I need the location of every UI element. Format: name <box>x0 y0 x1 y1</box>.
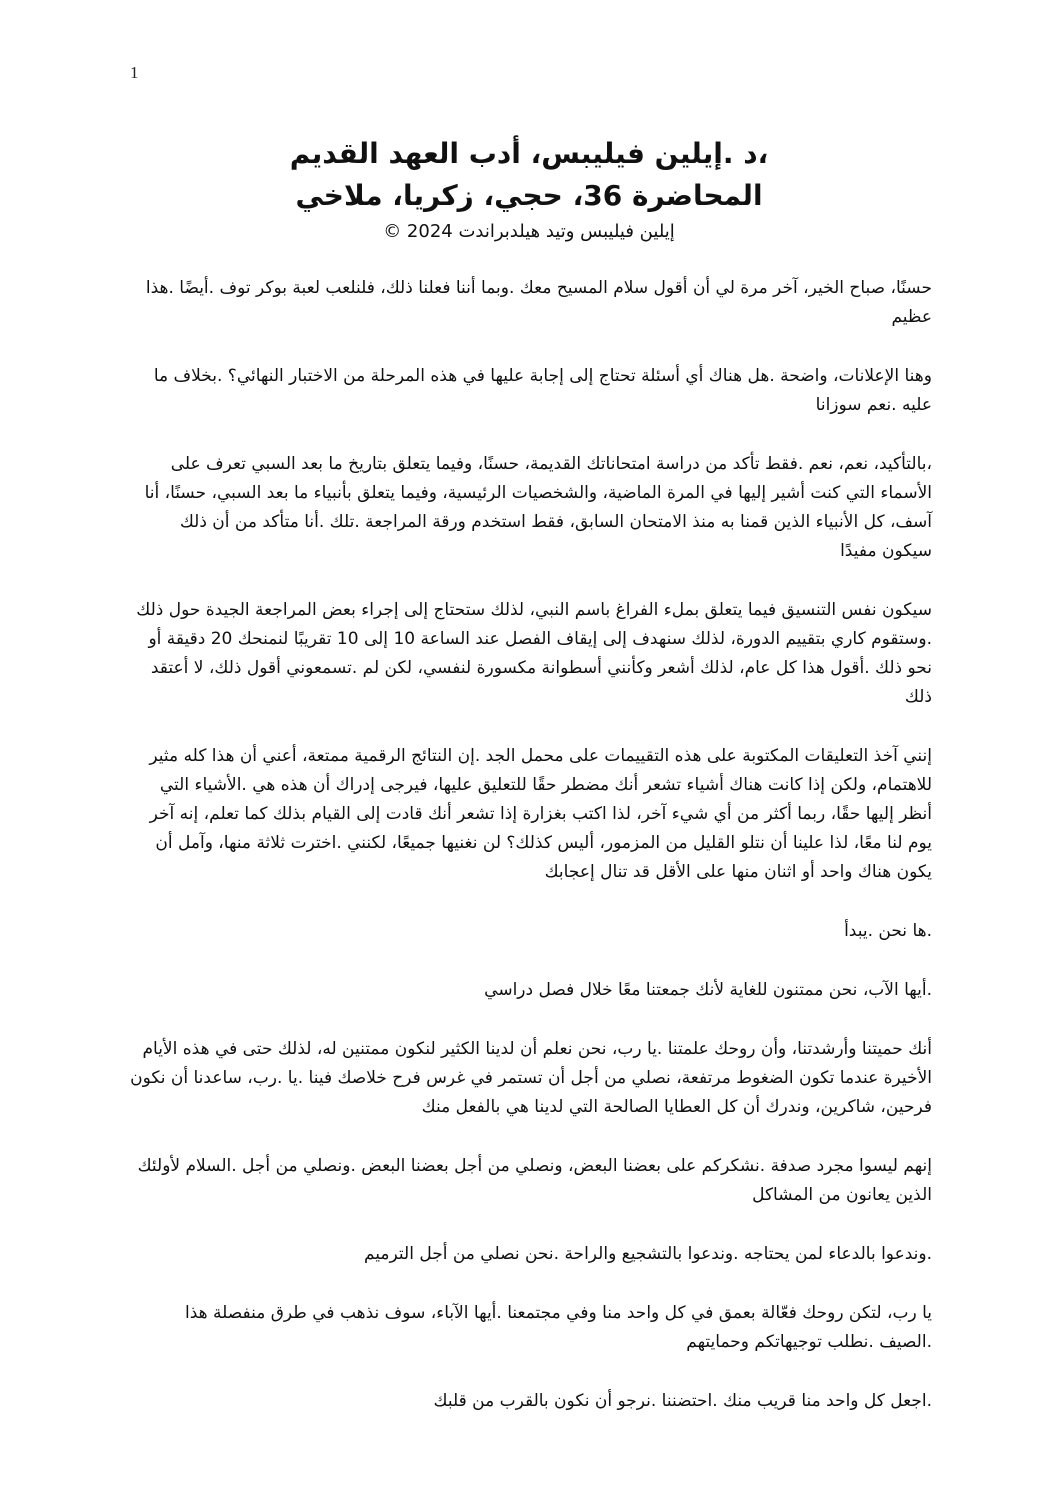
paragraph: إنهم ليسوا مجرد صدفة .نشكركم على بعضنا البعض، ونصلي من أجل بعضنا البعض .ونصلي من أجل .السلام لأولئك الذين يعانون من المشاكل <box>137 1156 932 1205</box>
paragraph: أنك حميتنا وأرشدتنا، وأن روحك علمتنا .يا رب، نحن نعلم أن لدينا الكثير لنكون ممتنين له، لذلك حتى في هذه الأيام الأخيرة عندما تكون الضغوط مرتفعة، نصلي من أجل أن تستمر في غرس فرح خلاصك فينا .يا .رب، ساعدنا أن نكون فرحين، شاكرين، وندرك أن كل العطايا الصالحة التي لدينا هي بالفعل منك <box>130 1039 932 1117</box>
page-number: 1 <box>130 63 139 82</box>
paragraph: .وندعوا بالدعاء لمن يحتاجه .وندعوا بالتشجيع والراحة .نحن نصلي من أجل الترميم <box>363 1244 932 1264</box>
document-header <box>130 133 928 245</box>
document-title: ،د .إيلين فيليبس، أدب العهد القديم <box>289 137 769 170</box>
paragraph: .اجعل كل واحد منا قريب منك .احتضننا .نرجو أن نكون بالقرب من قلبك <box>433 1391 932 1411</box>
copyright-line: إيلين فيليبس وتيد هيلدبراندت 2024 © <box>383 221 675 242</box>
lecture-subtitle: المحاضرة 36، حجي، زكريا، ملاخي <box>295 179 763 212</box>
paragraph: ،بالتأكيد، نعم، نعم .فقط تأكد من دراسة امتحاناتك القديمة، حسنًا، وفيما يتعلق بتاريخ ما بعد السبي تعرف على الأسماء التي كنت أشير إليها في المرة الماضية، والشخصيات الرئيسية، وفيما يتعلق بأنبياء ما بعد السبي، حسنًا، أنا آسف، كل الأنبياء الذين قمنا به منذ الامتحان السابق، فقط استخدم ورقة المراجعة .تلك .أنا متأكد من أن ذلك سيكون مفيدًا <box>144 454 932 561</box>
paragraph: يا رب، لتكن روحك فعّالة بعمق في كل واحد منا وفي مجتمعنا .أيها الآباء، سوف نذهب في طرق منفصلة هذا .الصيف .نطلب توجيهاتكم وحمايتهم <box>185 1303 932 1352</box>
paragraph: وهنا الإعلانات، واضحة .هل هناك أي أسئلة تحتاج إلى إجابة عليها في هذه المرحلة من الاختبار النهائي؟ .بخلاف ما عليه .نعم سوزانا <box>153 366 932 415</box>
transcript-body <box>130 274 932 1446</box>
paragraph: سيكون نفس التنسيق فيما يتعلق بملء الفراغ باسم النبي، لذلك ستحتاج إلى إجراء بعض المراجعة الجيدة حول ذلك .وستقوم كاري بتقييم الدورة، لذلك سنهدف إلى إيقاف الفصل عند الساعة 10 إلى 10 تقريبًا لنمنحك 20 دقيقة أو نحو ذلك .أقول هذا كل عام، لذلك أشعر وكأنني أسطوانة مكسورة لنفسي، لكن لم .تسمعوني أقول ذلك، لا أعتقد ذلك <box>136 600 932 707</box>
paragraph: .أيها الآب، نحن ممتنون للغاية لأنك جمعتنا معًا خلال فصل دراسي <box>484 980 932 1000</box>
paragraph: إنني آخذ التعليقات المكتوبة على هذه التقييمات على محمل الجد .إن النتائج الرقمية ممتعة، أعني أن هذا كله مثير للاهتمام، ولكن إذا كانت هناك أشياء تشعر أنك مضطر حقًا للتعليق عليها، فيرجى إدراك أن هذه هي .الأشياء التي أنظر إليها حقًا، ربما أكثر من أي شيء آخر، لذا اكتب بغزارة إذا تشعر أنك قادت إلى القيام بذلك كما تعلم، إنه آخر يوم لنا معًا، لذا علينا أن نتلو القليل من المزمور، أليس كذلك؟ لن نغنيها جميعًا، لكنني .اخترت ثلاثة منها، وآمل أن يكون هناك واحد أو اثنان منها على الأقل قد تنال إعجابك <box>149 746 932 882</box>
paragraph: .ها نحن .يبدأ <box>844 921 932 941</box>
paragraph: حسنًا، صباح الخير، آخر مرة لي أن أقول سلام المسيح معك .وبما أننا فعلنا ذلك، فلنلعب لعبة بوكر توف .أيضًا .هذا عظيم <box>145 278 932 327</box>
